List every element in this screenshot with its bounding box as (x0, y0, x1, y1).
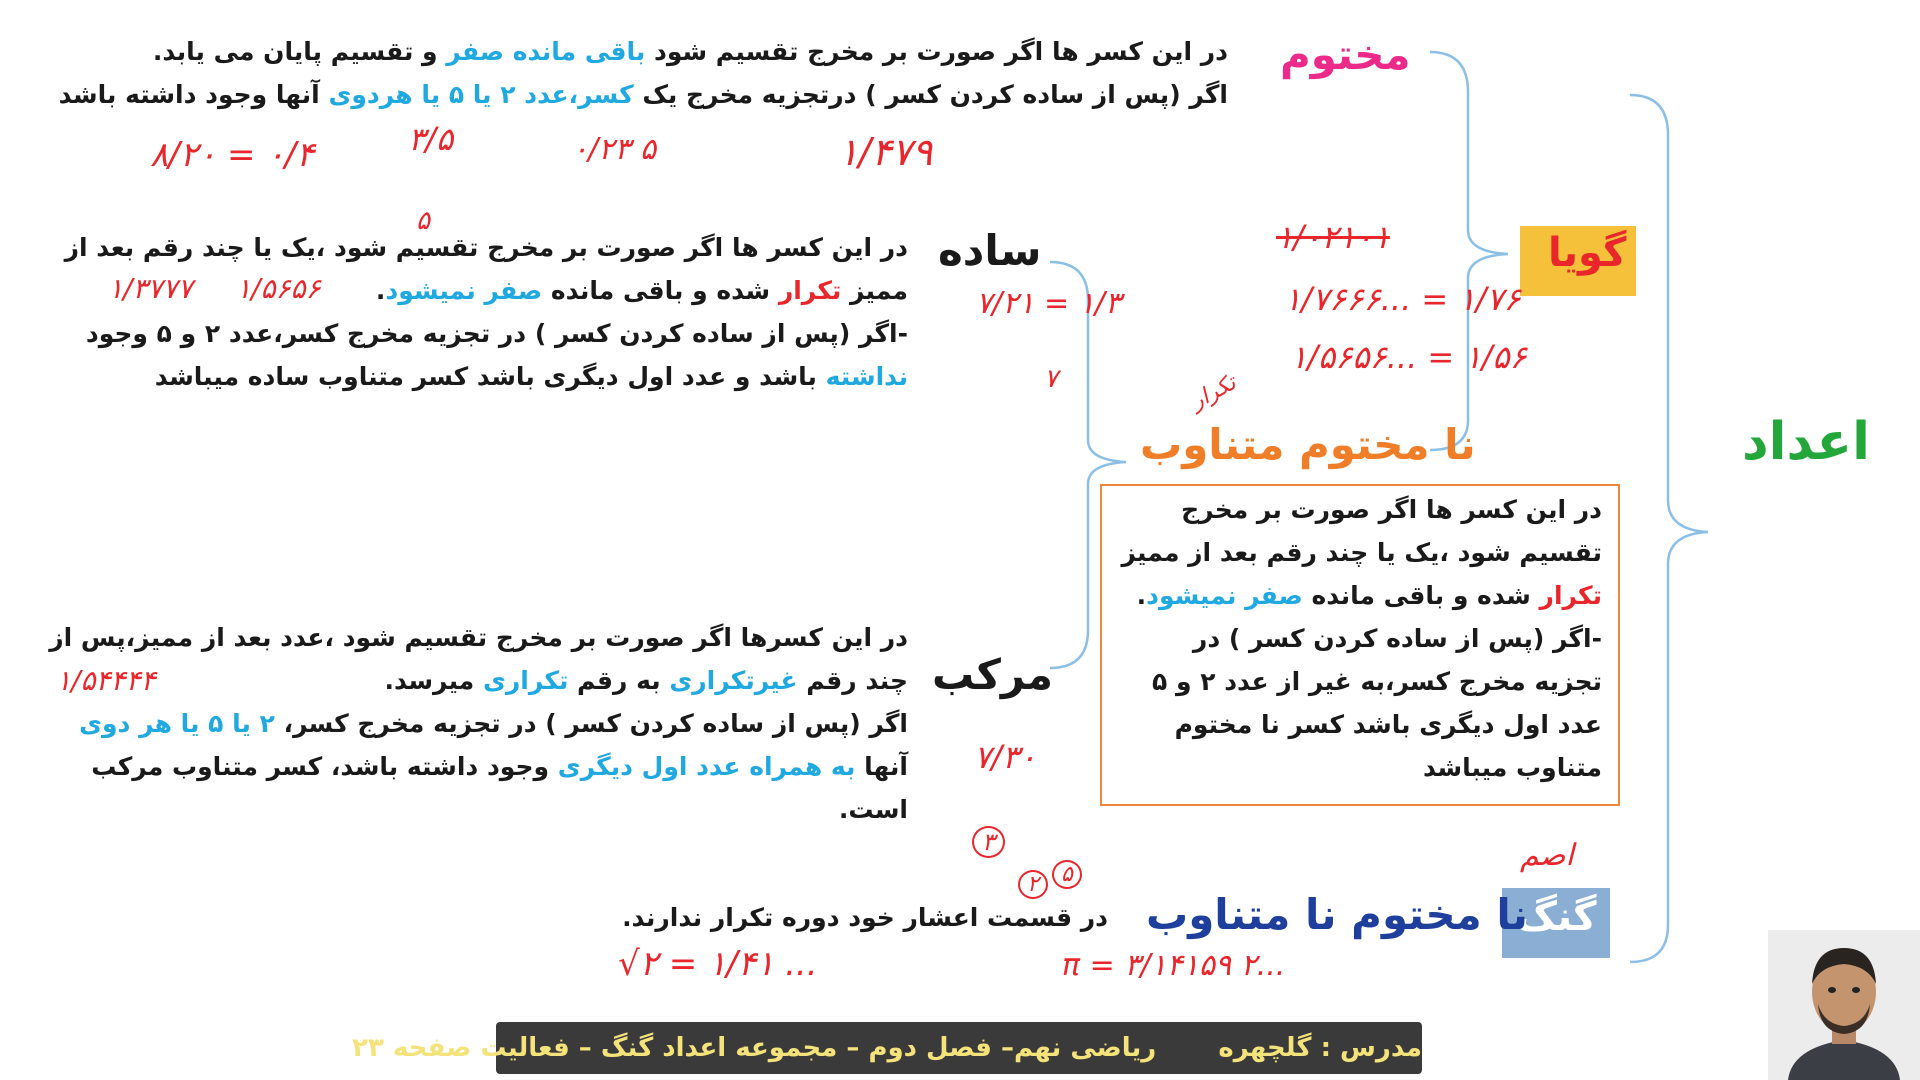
teacher-webcam (1768, 930, 1920, 1080)
mixed-line-5: است. (838, 795, 908, 824)
highlight: نداشته (825, 362, 908, 391)
text: میرسد. (384, 666, 483, 695)
box-line-1: در این کسر ها اگر صورت بر مخرج (1181, 495, 1602, 524)
hw-pure-example-2: ۱/۵۶۵۶ (236, 272, 321, 305)
hw-irrational-note: اصم (1520, 838, 1574, 873)
mixed-description (40, 616, 908, 831)
terminating-line-1 (20, 30, 1228, 73)
hw-decimal-0235: ۰/۲۳ ۵ (572, 132, 657, 167)
hw-pure-example-1: ۱/۳۷۷۷ (108, 272, 193, 305)
mixed-line-2 (40, 659, 908, 702)
text: چند رقم (797, 666, 908, 695)
highlight: غیرتکراری (669, 666, 798, 695)
box-line-2: تقسیم شود ،یک یا چند رقم بعد از ممیز (1121, 538, 1602, 567)
hw-sqrt2: √۲ = ۱/۴۱ ... (618, 944, 818, 984)
mixed-line-1: در این کسرها اگر صورت بر مخرج تقسیم شود ،عدد بعد از ممیز،پس از (49, 623, 908, 652)
hw-mixed-example: ۱/۵۴۴۴۴ (56, 664, 156, 697)
hw-rational-example-1: ۱/۰۲۱۰۱ (1276, 218, 1390, 256)
footer-teacher: مدرس : گلچهره (1218, 1033, 1422, 1063)
hw-factor-5b: ۵ (1052, 860, 1082, 889)
pure-heading: ساده (938, 226, 1042, 275)
text: ممیز (841, 276, 908, 305)
box-line-4: -اگر (پس از ساده کردن کسر ) در (1192, 624, 1602, 653)
footer-bar (352, 1022, 1422, 1074)
text: شده و باقی مانده (542, 276, 779, 305)
text: آنها (855, 752, 908, 781)
highlight: باقی مانده صفر (446, 37, 646, 66)
irrational-description: در قسمت اعشار خود دوره تکرار ندارند. (622, 903, 1108, 932)
hw-factor-3: ۳ (972, 826, 1005, 858)
irrational-heading: گنگ (1516, 894, 1597, 940)
hw-fraction-7-30: ۷/۳۰ (974, 738, 1037, 776)
box-line-5: تجزیه مخرج کسر،به غیر از عدد ۲ و ۵ (1152, 667, 1602, 696)
highlight: ۲ یا ۵ یا هر دوی (79, 709, 275, 738)
box-line-7: متناوب میباشد (1423, 753, 1602, 782)
pure-line-4 (40, 355, 908, 398)
pure-line-3: -اگر (پس از ساده کردن کسر ) در تجزیه مخرج کسر،عدد ۲ و ۵ وجود (85, 319, 908, 348)
highlight: به همراه عدد اول دیگری (557, 752, 856, 781)
hw-rational-example-3: ۱/۵۶۵۶... = ۱/۵۶ (1290, 338, 1527, 376)
text: اگر (پس از ساده کردن کسر ) در تجزیه مخرج کسر، (274, 709, 908, 738)
text: باشد و عدد اول دیگری باشد کسر متناوب ساده میباشد (154, 362, 826, 391)
mixed-line-4 (40, 745, 908, 788)
mixed-line-3 (40, 702, 908, 745)
hw-factor-5: ۵ (416, 206, 430, 236)
hw-fraction-3-5: ۳/۵ (408, 120, 454, 158)
text: . (1136, 581, 1147, 610)
text: وجود داشته باشد، کسر متناوب مرکب (91, 752, 558, 781)
hw-fraction-7-21: ۷/۲۱ = ۱/۳ (976, 286, 1121, 321)
highlight: کسر،عدد ۲ یا ۵ یا هردوی (328, 80, 634, 109)
periodic-definition (1112, 488, 1602, 789)
pure-description (40, 226, 908, 398)
highlight: صفر نمیشود (1146, 581, 1303, 610)
text: . (375, 276, 386, 305)
terminating-heading: مختوم (1280, 30, 1411, 79)
text: اگر (پس از ساده کردن کسر ) درتجزیه مخرج یک (633, 80, 1228, 109)
pure-line-1: در این کسر ها اگر صورت بر مخرج تقسیم شود ،یک یا چند رقم بعد از (64, 233, 908, 262)
hw-fraction-8-20: ۸/۲۰ = ۰/۴ (150, 135, 315, 175)
footer-subject: ریاضی نهم– فصل دوم – مجموعه اعداد گنگ – فعالیت صفحه ۲۳ (352, 1033, 1157, 1063)
box-line-6: عدد اول دیگری باشد کسر نا مختوم (1174, 710, 1602, 739)
highlight: تکرار (778, 276, 842, 305)
text: و تقسیم پایان می یابد. (152, 37, 447, 66)
terminating-line-2 (20, 73, 1228, 116)
text: در این کسر ها اگر صورت بر مخرج تقسیم شود (645, 37, 1228, 66)
hw-rational-example-2: ۱/۷۶۶۶... = ۱/۷۶ (1284, 280, 1521, 318)
hw-pi: π = ۳/۱۴۱۵۹ ۲... (1062, 948, 1286, 983)
mixed-heading: مرکب (932, 650, 1054, 699)
hw-factor-2: ۲ (1018, 870, 1048, 899)
hw-decimal-1479: ۱/۴۷۹ (838, 130, 933, 174)
text: شده و باقی مانده (1302, 581, 1540, 610)
text: به رقم (568, 666, 670, 695)
numbers-heading: اعداد (1742, 412, 1870, 472)
hw-repeat-note: تکرار (1186, 370, 1241, 415)
periodic-heading: نا مختوم متناوب (1140, 420, 1476, 469)
highlight: تکرار (1539, 581, 1602, 610)
text: آنها وجود داشته باشد (58, 80, 329, 109)
hw-factor-7: ۷ (1044, 364, 1058, 394)
highlight: تکراری (482, 666, 569, 695)
terminating-description (20, 30, 1228, 116)
rational-heading: گویا (1548, 230, 1627, 276)
box-line-3 (1112, 574, 1602, 617)
non-periodic-heading: نا مختوم نا متناوب (1146, 890, 1528, 939)
highlight: صفر نمیشود (385, 276, 543, 305)
teacher-avatar-icon (1768, 930, 1920, 1080)
